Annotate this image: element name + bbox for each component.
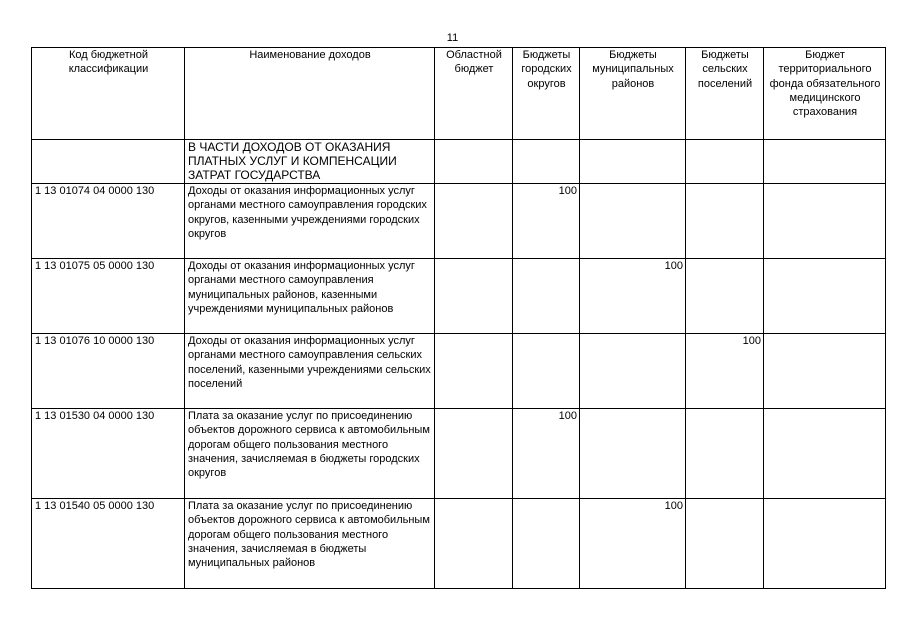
table-row [32,499,886,589]
empty-cell [435,140,513,184]
section-title: В ЧАСТИ ДОХОДОВ ОТ ОКАЗАНИЯ ПЛАТНЫХ УСЛУГ И КОМПЕНСАЦИИ ЗАТРАТ ГОСУДАРСТВА [185,140,435,184]
regional-cell [435,259,513,334]
city-districts-cell [513,499,580,589]
rural-settlements-cell [686,259,764,334]
code-cell: 1 13 01075 05 0000 130 [32,259,185,334]
col-header-municipal-districts: Бюджеты муниципальных районов [580,48,686,140]
municipal-districts-cell [580,334,686,409]
section-code-cell [32,140,185,184]
name-cell: Плата за оказание услуг по присоединению объектов дорожного сервиса к автомобильным дорогам общего пользования местного значения, зачисляемая в бюджеты муниципальных районов [185,499,435,589]
col-header-rural-settlements: Бюджеты сельских поселений [686,48,764,140]
municipal-districts-cell [580,409,686,499]
health-fund-cell [764,184,886,259]
rural-settlements-cell: 100 [686,334,764,409]
regional-cell [435,409,513,499]
rural-settlements-cell [686,184,764,259]
table-row [32,259,886,334]
city-districts-cell [513,259,580,334]
table-row [32,184,886,259]
empty-cell [580,140,686,184]
col-header-city-districts: Бюджеты городских округов [513,48,580,140]
health-fund-cell [764,259,886,334]
rural-settlements-cell [686,499,764,589]
page-number: 11 [446,32,459,44]
regional-cell [435,334,513,409]
col-header-health-fund: Бюджет территориального фонда обязательного медицинского страхования [764,48,886,140]
empty-cell [686,140,764,184]
name-cell: Доходы от оказания информационных услуг органами местного самоуправления муниципальных районов, казенными учреждениями муниципальных районов [185,259,435,334]
name-cell: Доходы от оказания информационных услуг органами местного самоуправления сельских поселений, казенными учреждениями сельских поселений [185,334,435,409]
city-districts-cell [513,334,580,409]
code-cell: 1 13 01074 04 0000 130 [32,184,185,259]
name-cell: Плата за оказание услуг по присоединению объектов дорожного сервиса к автомобильным дорогам общего пользования местного значения, зачисляемая в бюджеты городских округов [185,409,435,499]
section-row [32,140,886,184]
code-cell: 1 13 01530 04 0000 130 [32,409,185,499]
budget-table [31,47,886,589]
table-row [32,409,886,499]
empty-cell [764,140,886,184]
municipal-districts-cell: 100 [580,259,686,334]
regional-cell [435,184,513,259]
rural-settlements-cell [686,409,764,499]
name-cell: Доходы от оказания информационных услуг органами местного самоуправления городских округов, казенными учреждениями городских округов [185,184,435,259]
municipal-districts-cell: 100 [580,499,686,589]
city-districts-cell: 100 [513,409,580,499]
header-row [32,48,886,140]
health-fund-cell [764,409,886,499]
health-fund-cell [764,334,886,409]
municipal-districts-cell [580,184,686,259]
table-row [32,334,886,409]
empty-cell [513,140,580,184]
regional-cell [435,499,513,589]
col-header-code: Код бюджетной классификации [32,48,185,140]
col-header-regional: Областной бюджет [435,48,513,140]
city-districts-cell: 100 [513,184,580,259]
code-cell: 1 13 01540 05 0000 130 [32,499,185,589]
col-header-name: Наименование доходов [185,48,435,140]
health-fund-cell [764,499,886,589]
code-cell: 1 13 01076 10 0000 130 [32,334,185,409]
